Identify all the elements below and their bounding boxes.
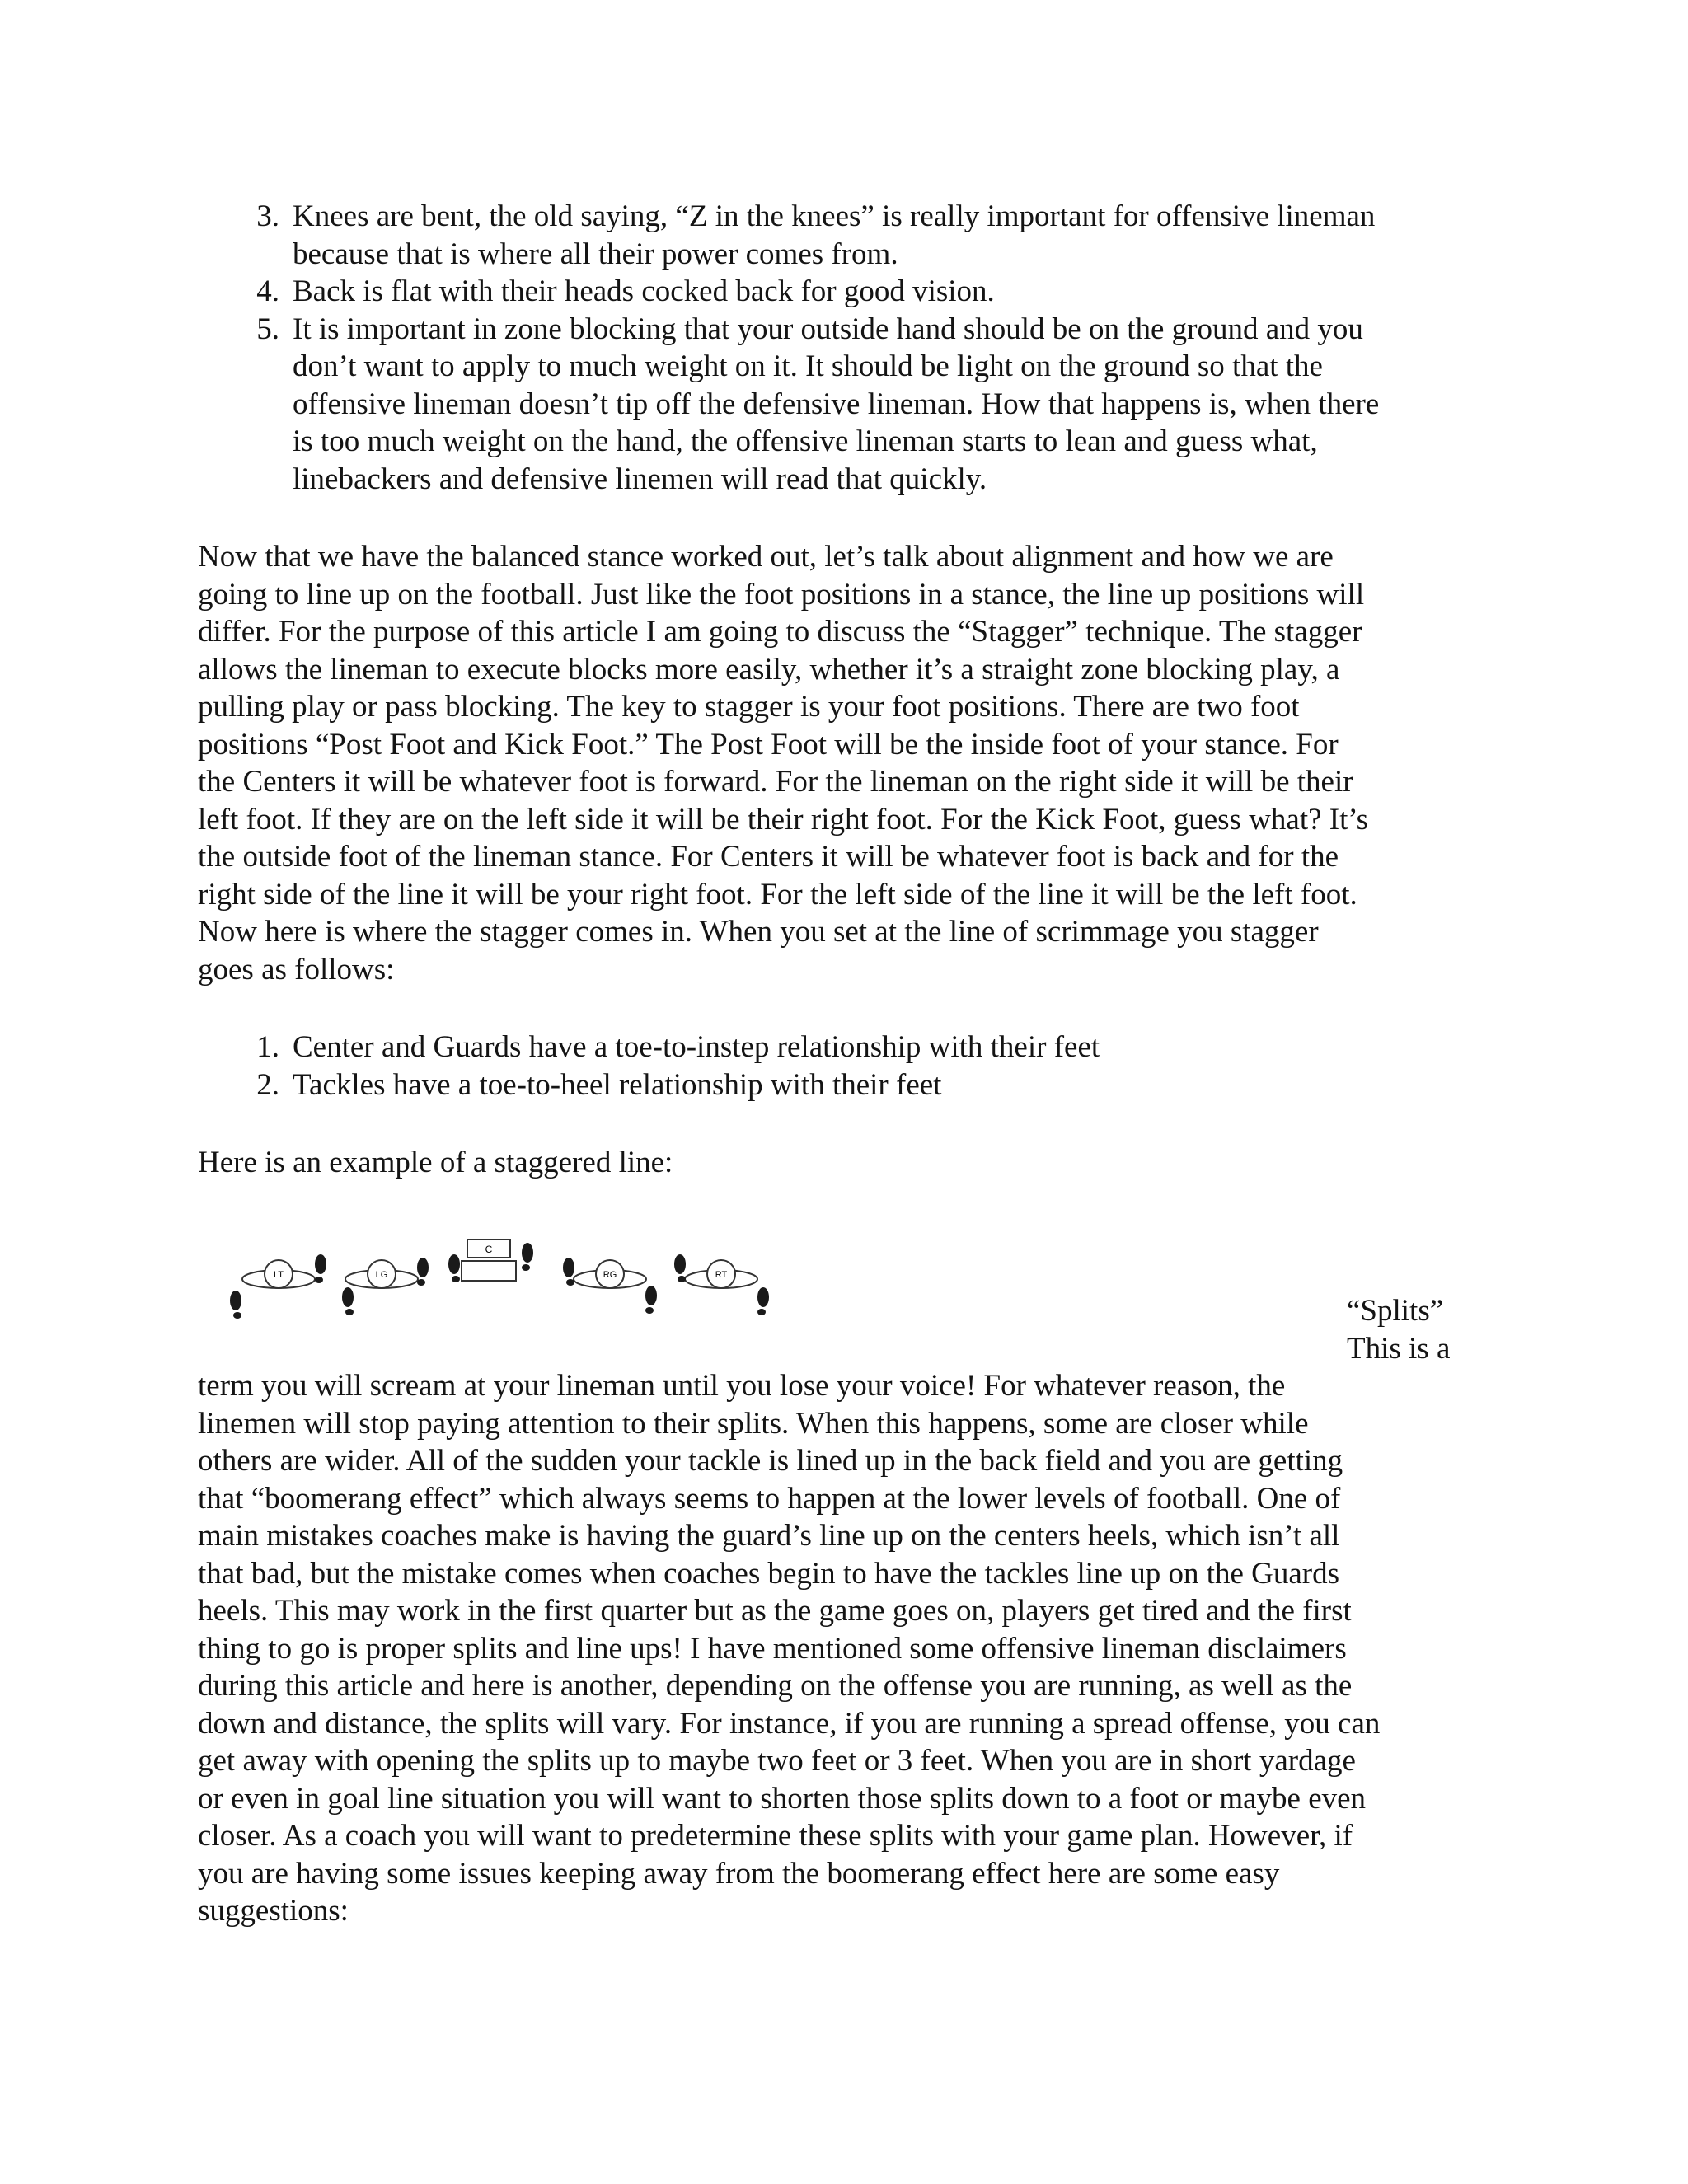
example-intro: Here is an example of a staggered line: (198, 1146, 673, 1179)
text-line: don’t want to apply to much weight on it. It should be light on the ground so that the (293, 349, 1323, 383)
text-line: others are wider. All of the sudden your tackle is lined up in the back field and you are getting (198, 1444, 1343, 1478)
text-line: that bad, but the mistake comes when coaches begin to have the tackles line up on the Guards (198, 1556, 1340, 1591)
alignment-paragraph (198, 538, 1500, 988)
text-line: It is important in zone blocking that your outside hand should be on the ground and you (293, 312, 1363, 346)
list-number: 2. (256, 1067, 279, 1102)
text-line: pulling play or pass blocking. The key to stagger is your foot positions. There are two foot (198, 690, 1300, 724)
text-line: right side of the line it will be your right foot. For the left side of the line it will be the left foot. (198, 877, 1357, 912)
text-line: positions “Post Foot and Kick Foot.” The Post Foot will be the inside foot of your stance. For (198, 727, 1339, 762)
text-line: closer. As a coach you will want to predetermine these splits with your game plan. However, if (198, 1819, 1353, 1853)
text-line: linemen will stop paying attention to their splits. When this happens, some are closer while (198, 1406, 1309, 1441)
text-line: down and distance, the splits will vary. For instance, if you are running a spread offense, you can (198, 1706, 1381, 1741)
list-item (241, 1066, 1494, 1104)
staggered-line-figure (223, 1228, 783, 1319)
text-line: Center and Guards have a toe-to-instep relationship with their feet (293, 1030, 1100, 1064)
text-line: Knees are bent, the old saying, “Z in the knees” is really important for offensive lineman (293, 199, 1376, 233)
text-line: thing to go is proper splits and line ups! I have mentioned some offensive lineman disclaimers (198, 1631, 1347, 1666)
list-number: 1. (256, 1030, 279, 1064)
text-line: linebackers and defensive linemen will read that quickly. (293, 462, 987, 496)
text-line: during this article and here is another, depending on the offense you are running, as well as the (198, 1669, 1353, 1703)
text-line: main mistakes coaches make is having the guard’s line up on the centers heels, which isn’t all (198, 1519, 1340, 1553)
list-item (241, 311, 1494, 499)
text-line: suggestions: (198, 1894, 349, 1928)
stance-list (241, 198, 1494, 498)
list-number: 5. (256, 312, 279, 346)
lineman-lt (230, 1254, 326, 1319)
text-line: that “boomerang effect” which always seems to happen at the lower levels of football. One of (198, 1481, 1341, 1516)
lineman-c (448, 1240, 533, 1282)
splits-lead-in: This is a (1347, 1332, 1451, 1366)
stagger-list (241, 1029, 1494, 1104)
text-line: left foot. If they are on the left side it will be their right foot. For the Kick Foot, guess what? It’s (198, 802, 1369, 837)
list-item (241, 1029, 1494, 1066)
text-line: Now here is where the stagger comes in. When you set at the line of scrimmage you stagger (198, 915, 1319, 949)
position-label: LT (273, 1270, 284, 1280)
text-line: the Centers it will be whatever foot is forward. For the lineman on the right side it will be their (198, 765, 1353, 799)
splits-paragraph (198, 1367, 1500, 1930)
text-line: Back is flat with their heads cocked back for good vision. (293, 274, 995, 308)
lineman-lg (342, 1258, 429, 1315)
list-item (241, 198, 1494, 273)
text-line: is too much weight on the hand, the offensive lineman starts to lean and guess what, (293, 424, 1318, 458)
text-line: allows the lineman to execute blocks more easily, whether it’s a straight zone blocking play, a (198, 652, 1340, 687)
list-number: 4. (256, 274, 279, 308)
text-line: you are having some issues keeping away from the boomerang effect here are some easy (198, 1856, 1280, 1891)
text-line: heels. This may work in the first quarter but as the game goes on, players get tired and the first (198, 1594, 1352, 1628)
position-label: RG (603, 1270, 617, 1280)
lineman-rg (563, 1258, 657, 1314)
position-label: C (485, 1244, 493, 1255)
text-line: because that is where all their power comes from. (293, 237, 898, 271)
text-line: going to line up on the football. Just like the foot positions in a stance, the line up positions will (198, 577, 1365, 612)
lineman-rt (674, 1254, 769, 1315)
text-line: or even in goal line situation you will want to shorten those splits down to a foot or maybe even (198, 1781, 1367, 1816)
text-line: get away with opening the splits up to maybe two feet or 3 feet. When you are in short yardage (198, 1744, 1356, 1778)
text-line: offensive lineman doesn’t tip off the defensive lineman. How that happens is, when there (293, 387, 1380, 421)
text-line: differ. For the purpose of this article I am going to discuss the “Stagger” technique. The stagger (198, 615, 1362, 649)
text-line: goes as follows: (198, 952, 395, 987)
text-line: Now that we have the balanced stance worked out, let’s talk about alignment and how we are (198, 540, 1334, 574)
text-line: Tackles have a toe-to-heel relationship with their feet (293, 1067, 942, 1102)
text-line: the outside foot of the lineman stance. For Centers it will be whatever foot is back and for the (198, 840, 1339, 874)
list-number: 3. (256, 199, 279, 233)
splits-heading: “Splits” (1347, 1294, 1444, 1328)
position-label: LG (375, 1270, 388, 1280)
list-item (241, 273, 1494, 311)
position-label: RT (715, 1270, 728, 1280)
text-line: term you will scream at your lineman until you lose your voice! For whatever reason, the (198, 1369, 1286, 1403)
